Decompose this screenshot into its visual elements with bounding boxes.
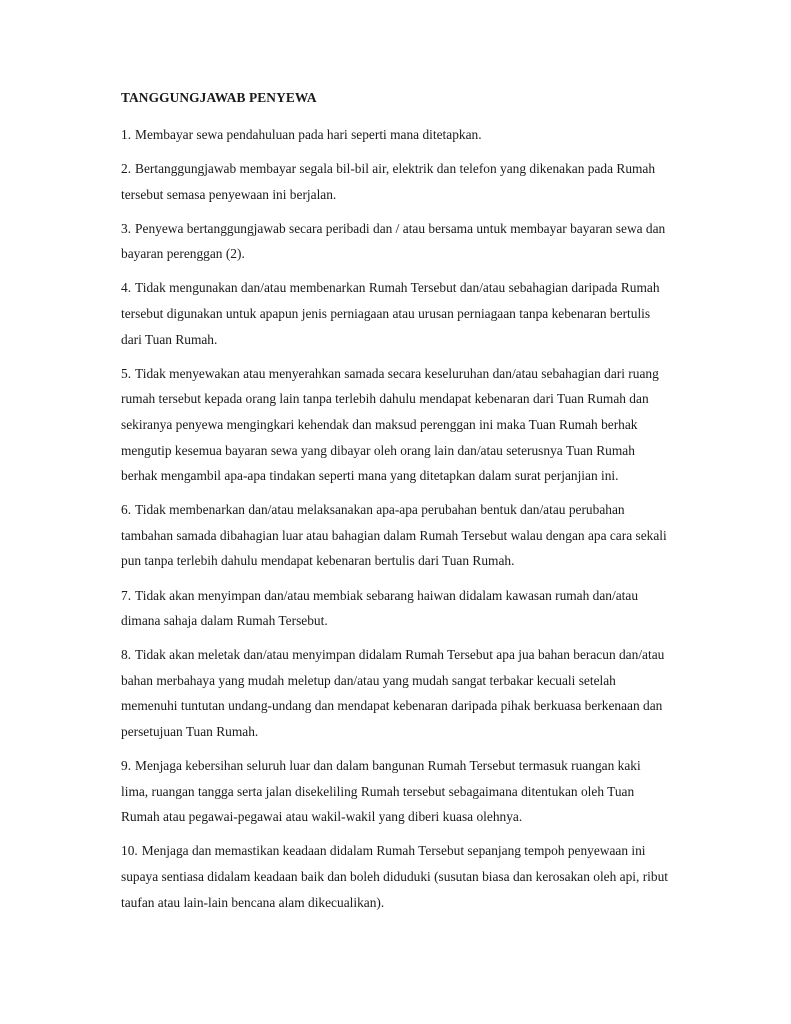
clause-number: 7.: [121, 587, 132, 603]
clause-item: [121, 497, 671, 574]
clause-text: Tidak akan meletak dan/atau menyimpan didalam Rumah Tersebut apa jua bahan beracun dan/atau bahan merbahaya yang mudah meletup dan/atau yang mudah sangat terbakar kecuali setelah memenuhi tuntutan undang-undang dan mendapat kebenaran daripada pihak berkuasa berkenaan dan persetujuan Tuan Rumah.: [121, 647, 665, 739]
clause-text: Penyewa bertanggungjawab secara peribadi dan / atau bersama untuk membayar bayaran sewa dan bayaran perenggan (2).: [121, 220, 666, 262]
document-heading: TANGGUNGJAWAB PENYEWA: [121, 90, 317, 105]
clause-list: [121, 122, 671, 915]
clause-item: [121, 361, 671, 489]
clause-number: 2.: [121, 161, 132, 177]
clause-number: 1.: [121, 127, 132, 142]
clause-item: [121, 275, 671, 352]
clause-text: Tidak mengunakan dan/atau membenarkan Rumah Tersebut dan/atau sebahagian daripada Rumah tersebut digunakan untuk apapun jenis perniagaan atau urusan perniagaan tanpa kebenaran bertulis dari Tuan Rumah.: [121, 280, 660, 347]
clause-number: 10.: [121, 843, 138, 859]
clause-item: [121, 838, 671, 915]
clause-number: 3.: [121, 220, 132, 236]
clause-number: 4.: [121, 280, 132, 296]
clause-item: [121, 216, 671, 267]
clause-item: [121, 122, 671, 148]
clause-text: Tidak akan menyimpan dan/atau membiak sebarang haiwan didalam kawasan rumah dan/atau dimana sahaja dalam Rumah Tersebut.: [121, 587, 639, 629]
clause-number: 5.: [121, 365, 132, 381]
clause-text: Menjaga kebersihan seluruh luar dan dalam bangunan Rumah Tersebut termasuk ruangan kaki lima, ruangan tangga serta jalan disekeliling Rumah tersebut sebagaimana ditentukan oleh Tuan Rumah atau pegawai-pegawai atau wakil-wakil yang diberi kuasa olehnya.: [121, 758, 641, 825]
clause-text: Tidak menyewakan atau menyerahkan samada secara keseluruhan dan/atau sebahagian dari ruang rumah tersebut kepada orang lain tanpa terlebih dahulu mendapat kebenaran dari Tuan Rumah dan sekiranya penyewa mengingkari kehendak dan maksud perenggan ini maka Tuan Rumah berhak mengutip kesemua bayaran sewa yang dibayar oleh orang lain dan/atau seterusnya Tuan Rumah berhak mengambil apa-apa tindakan seperti mana yang ditetapkan dalam surat perjanjian ini.: [121, 365, 659, 484]
clause-item: [121, 156, 671, 207]
clause-text: Menjaga dan memastikan keadaan didalam Rumah Tersebut sepanjang tempoh penyewaan ini supaya sentiasa didalam keadaan baik dan boleh diduduki (susutan biasa dan kerosakan oleh api, ribut taufan atau lain-lain bencana alam dikecualikan).: [121, 843, 668, 910]
clause-item: [121, 583, 671, 634]
clause-number: 9.: [121, 758, 132, 774]
clause-number: 6.: [121, 502, 132, 518]
clause-text: Membayar sewa pendahuluan pada hari seperti mana ditetapkan.: [135, 127, 482, 142]
clause-text: Bertanggungjawab membayar segala bil-bil air, elektrik dan telefon yang dikenakan pada Rumah tersebut semasa penyewaan ini berjalan.: [121, 161, 656, 202]
clause-text: Tidak membenarkan dan/atau melaksanakan apa-apa perubahan bentuk dan/atau perubahan tambahan samada dibahagian luar atau bahagian dalam Rumah Tersebut walau dengan apa cara sekali pun tanpa terlebih dahulu mendapat kebenaran bertulis dari Tuan Rumah.: [121, 502, 667, 569]
clause-item: [121, 642, 671, 744]
clause-item: [121, 753, 671, 830]
clause-number: 8.: [121, 647, 132, 663]
document-page: [121, 88, 671, 924]
